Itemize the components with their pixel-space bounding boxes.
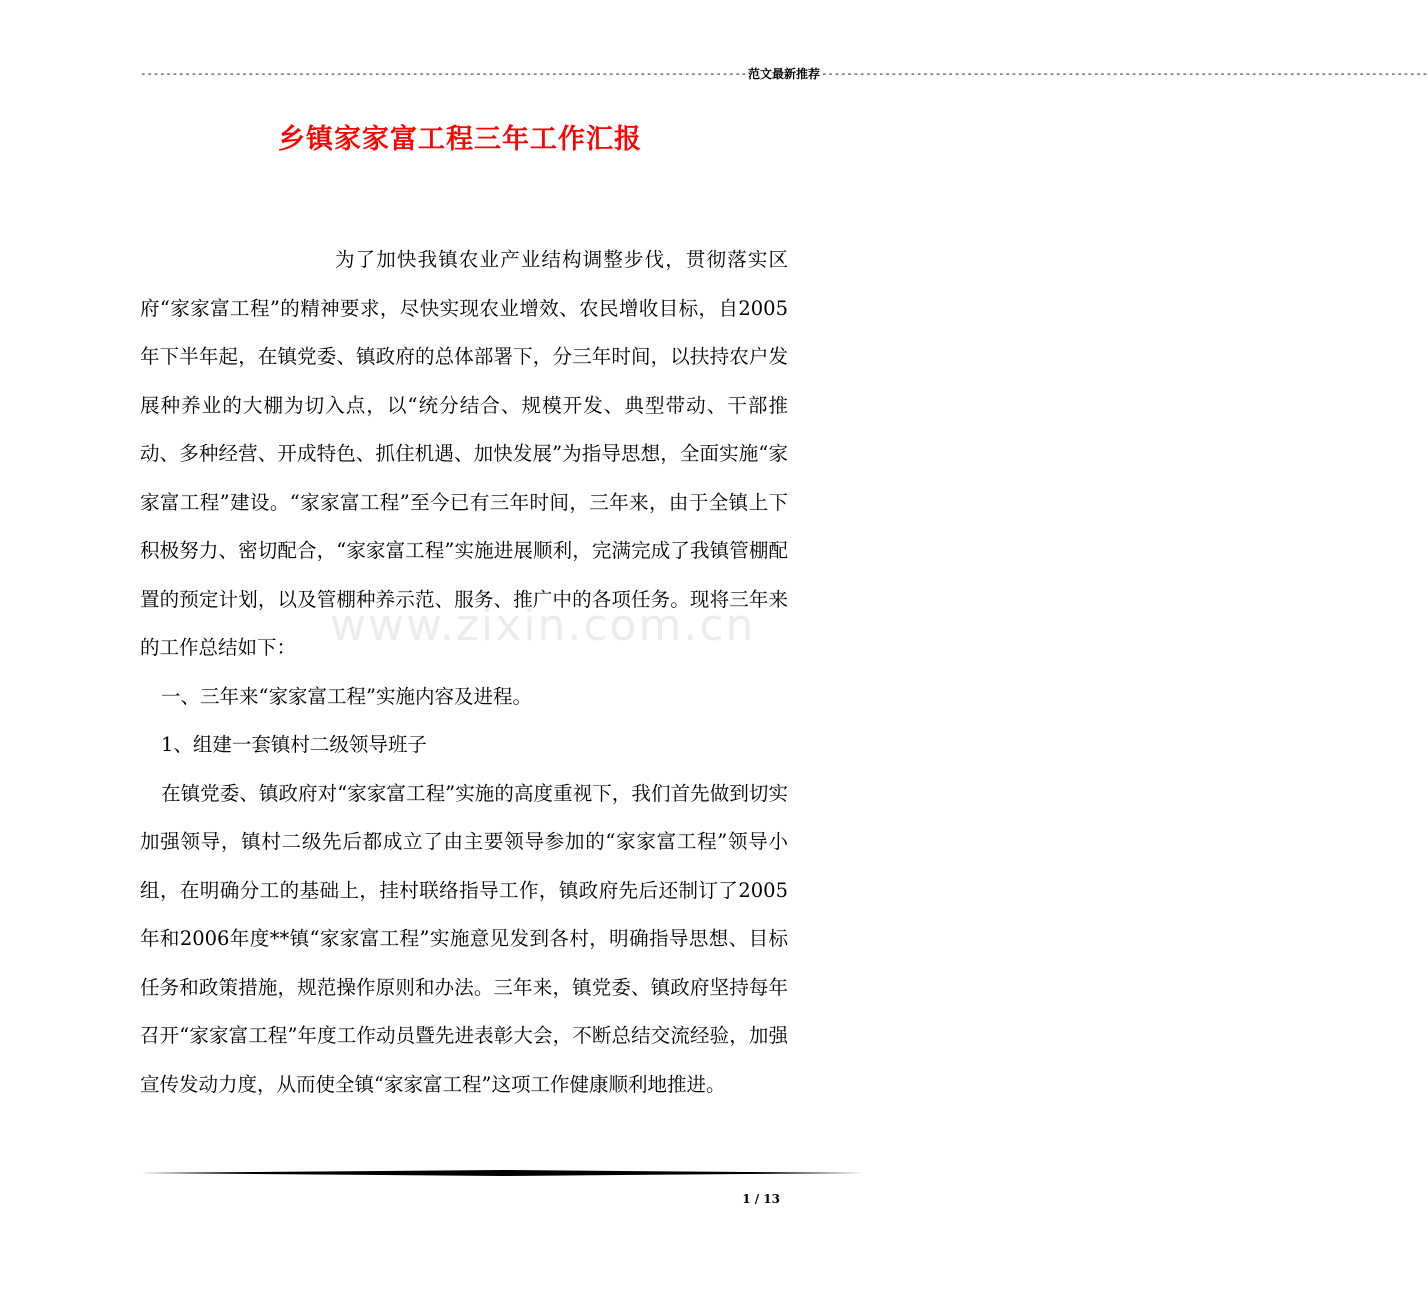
intro-paragraph: 为了加快我镇农业产业结构调整步伐，贯彻落实区府“家家富工程”的精神要求，尽快实现农业增效、农民增收目标，自2005年下半年起，在镇党委、镇政府的总体部署下，分三年时间，以扶持农户发展种养业的大棚为切入点，以“统分结合、规模开发、典型带动、干部推动、多种经营、开成特色、抓住机遇、加快发展”为指导思想，全面实施“家家富工程”建设。“家家富工程”至今已有三年时间，三年来，由于全镇上下积极努力、密切配合，“家家富工程”实施进展顺利，完满完成了我镇管棚配置的预定计划，以及管棚种养示范、服务、推广中的各项任务。现将三年来的工作总结如下： — [140, 248, 788, 659]
header-dashes-right: ------------------------------------------------------------------------------------------------ — [820, 67, 1428, 80]
page-header — [140, 66, 1428, 82]
section-heading: 一、三年来“家家富工程”实施内容及进程。 — [161, 684, 532, 708]
page-number: 1 / 13 — [742, 1192, 780, 1206]
document-body — [140, 236, 788, 1109]
document-title: 乡镇家家富工程三年工作汇报 — [278, 124, 642, 155]
header-label: 范文最新推荐 — [747, 67, 820, 81]
header-dashes-left: ------------------------------------------------------------------------------------------------ — [140, 67, 747, 80]
item-heading: 1、组建一套镇村二级领导班子 — [161, 733, 427, 756]
watermark: www.zixin.com.cn — [330, 600, 756, 651]
footer-rule — [140, 1170, 864, 1176]
body-paragraph: 在镇党委、镇政府对“家家富工程”实施的高度重视下，我们首先做到切实加强领导，镇村二级先后都成立了由主要领导参加的“家家富工程”领导小组，在明确分工的基础上，挂村联络指导工作，镇政府先后还制订了2005年和2006年度**镇“家家富工程”实施意见发到各村，明确指导思想、目标任务和政策措施，规范操作原则和办法。三年来，镇党委、镇政府坚持每年召开“家家富工程”年度工作动员暨先进表彰大会，不断总结交流经验，加强宣传发动力度，从而使全镇“家家富工程”这项工作健康顺利地推进。 — [140, 781, 788, 1096]
